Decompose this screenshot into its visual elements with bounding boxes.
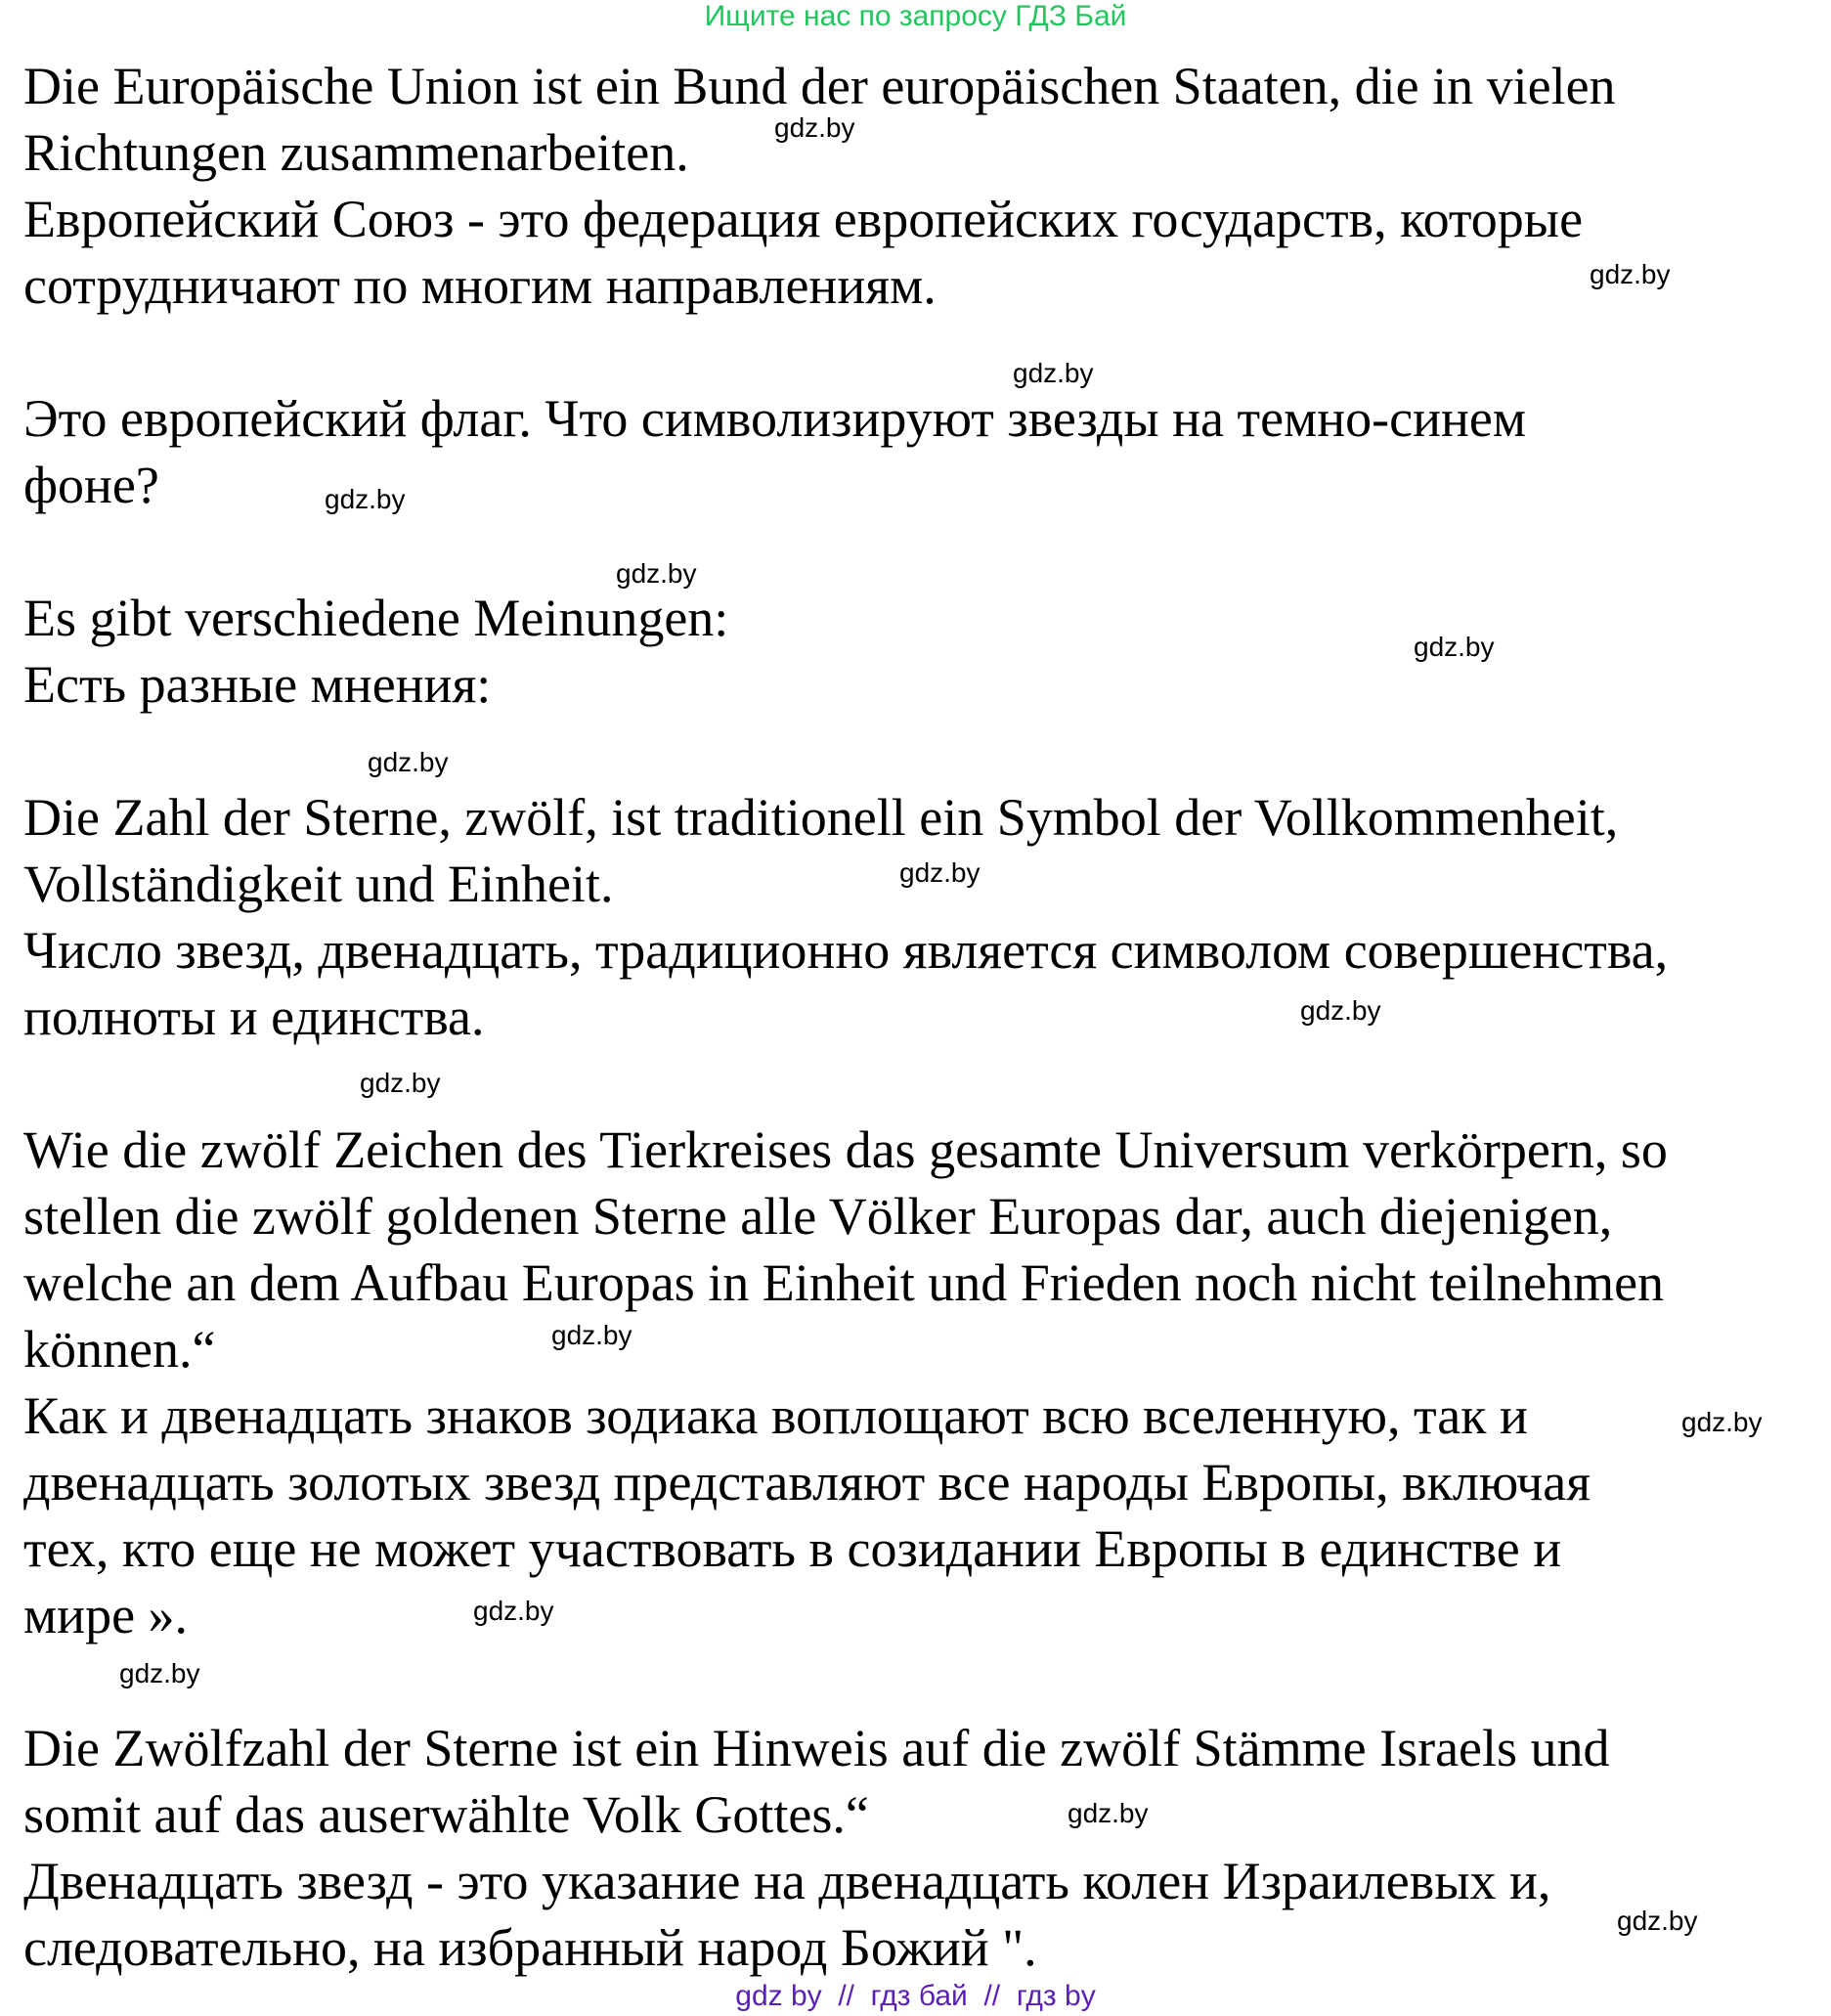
paragraph-gap [23, 319, 1822, 385]
top-banner: Ищите нас по запросу ГДЗ Бай [704, 0, 1127, 32]
document-body [23, 53, 1822, 1981]
watermark: gdz.by [551, 1320, 632, 1350]
footer-text: gdz by // гдз бай // гдз by [735, 1980, 1096, 2012]
text-line: somit auf das auserwählte Volk Gottes.“ [23, 1785, 869, 1844]
text-line: welche an dem Aufbau Europas in Einheit und Frieden noch nicht teilnehmen [23, 1253, 1665, 1312]
watermark: gdz.by [774, 112, 855, 143]
text-line: können.“ [23, 1320, 216, 1379]
text-line: Есть разные мнения: [23, 655, 492, 714]
text-line: Европейский Союз - это федерация европейских государств, которые [23, 190, 1584, 248]
text-line: stellen die zwölf goldenen Sterne alle Völker Europas dar, auch diejenigen, [23, 1187, 1613, 1246]
text-line: Vollständigkeit und Einheit. [23, 855, 614, 913]
text-line: Wie die zwölf Zeichen des Tierkreises das gesamte Universum verkörpern, so [23, 1120, 1668, 1179]
text-line: Как и двенадцать знаков зодиака воплощают всю вселенную, так и [23, 1386, 1528, 1445]
watermark: gdz.by [368, 747, 449, 777]
paragraph-gap [23, 1648, 1822, 1715]
text-line: Es gibt verschiedene Meinungen: [23, 589, 729, 647]
watermark: gdz.by [360, 1068, 441, 1098]
text-line: Число звезд, двенадцать, традиционно является символом совершенства, [23, 921, 1669, 980]
watermark: gdz.by [325, 484, 406, 514]
watermark: gdz.by [899, 857, 981, 888]
text-line: Это европейский флаг. Что символизируют звезды на темно-синем [23, 389, 1527, 448]
text-line: мире ». [23, 1586, 189, 1644]
watermark: gdz.by [1681, 1407, 1763, 1437]
text-line: следовательно, на избранный народ Божий ". [23, 1918, 1037, 1977]
text-line: Richtungen zusammenarbeiten. [23, 123, 689, 182]
watermark: gdz.by [1590, 259, 1671, 289]
watermark: gdz.by [1068, 1798, 1149, 1828]
watermark: gdz.by [1617, 1906, 1698, 1936]
text-line: фоне? [23, 456, 159, 514]
paragraph-gap [23, 1050, 1822, 1117]
text-line: полноты и единства. [23, 987, 485, 1046]
text-line: Die Zahl der Sterne, zwölf, ist traditionell ein Symbol der Vollkommenheit, [23, 788, 1619, 847]
paragraph-gap [23, 518, 1822, 585]
text-line: двенадцать золотых звезд представляют все народы Европы, включая [23, 1453, 1591, 1512]
bottom-banner [0, 1979, 1831, 2014]
paragraph-gap [23, 718, 1822, 784]
text-line: Die Europäische Union ist ein Bund der europäischen Staaten, die in vielen [23, 57, 1616, 115]
watermark: gdz.by [119, 1658, 200, 1688]
text-line: Die Zwölfzahl der Sterne ist ein Hinweis auf die zwölf Stämme Israels und [23, 1719, 1610, 1777]
text-line: тех, кто еще не может участвовать в созидании Европы в единстве и [23, 1519, 1562, 1578]
watermark: gdz.by [616, 558, 697, 589]
text-line: сотрудничают по многим направлениям. [23, 256, 937, 315]
text-line: Двенадцать звезд - это указание на двенадцать колен Израилевых и, [23, 1852, 1551, 1910]
watermark: gdz.by [473, 1596, 554, 1626]
watermark: gdz.by [1414, 632, 1495, 662]
watermark: gdz.by [1013, 358, 1094, 388]
watermark: gdz.by [1300, 995, 1381, 1026]
